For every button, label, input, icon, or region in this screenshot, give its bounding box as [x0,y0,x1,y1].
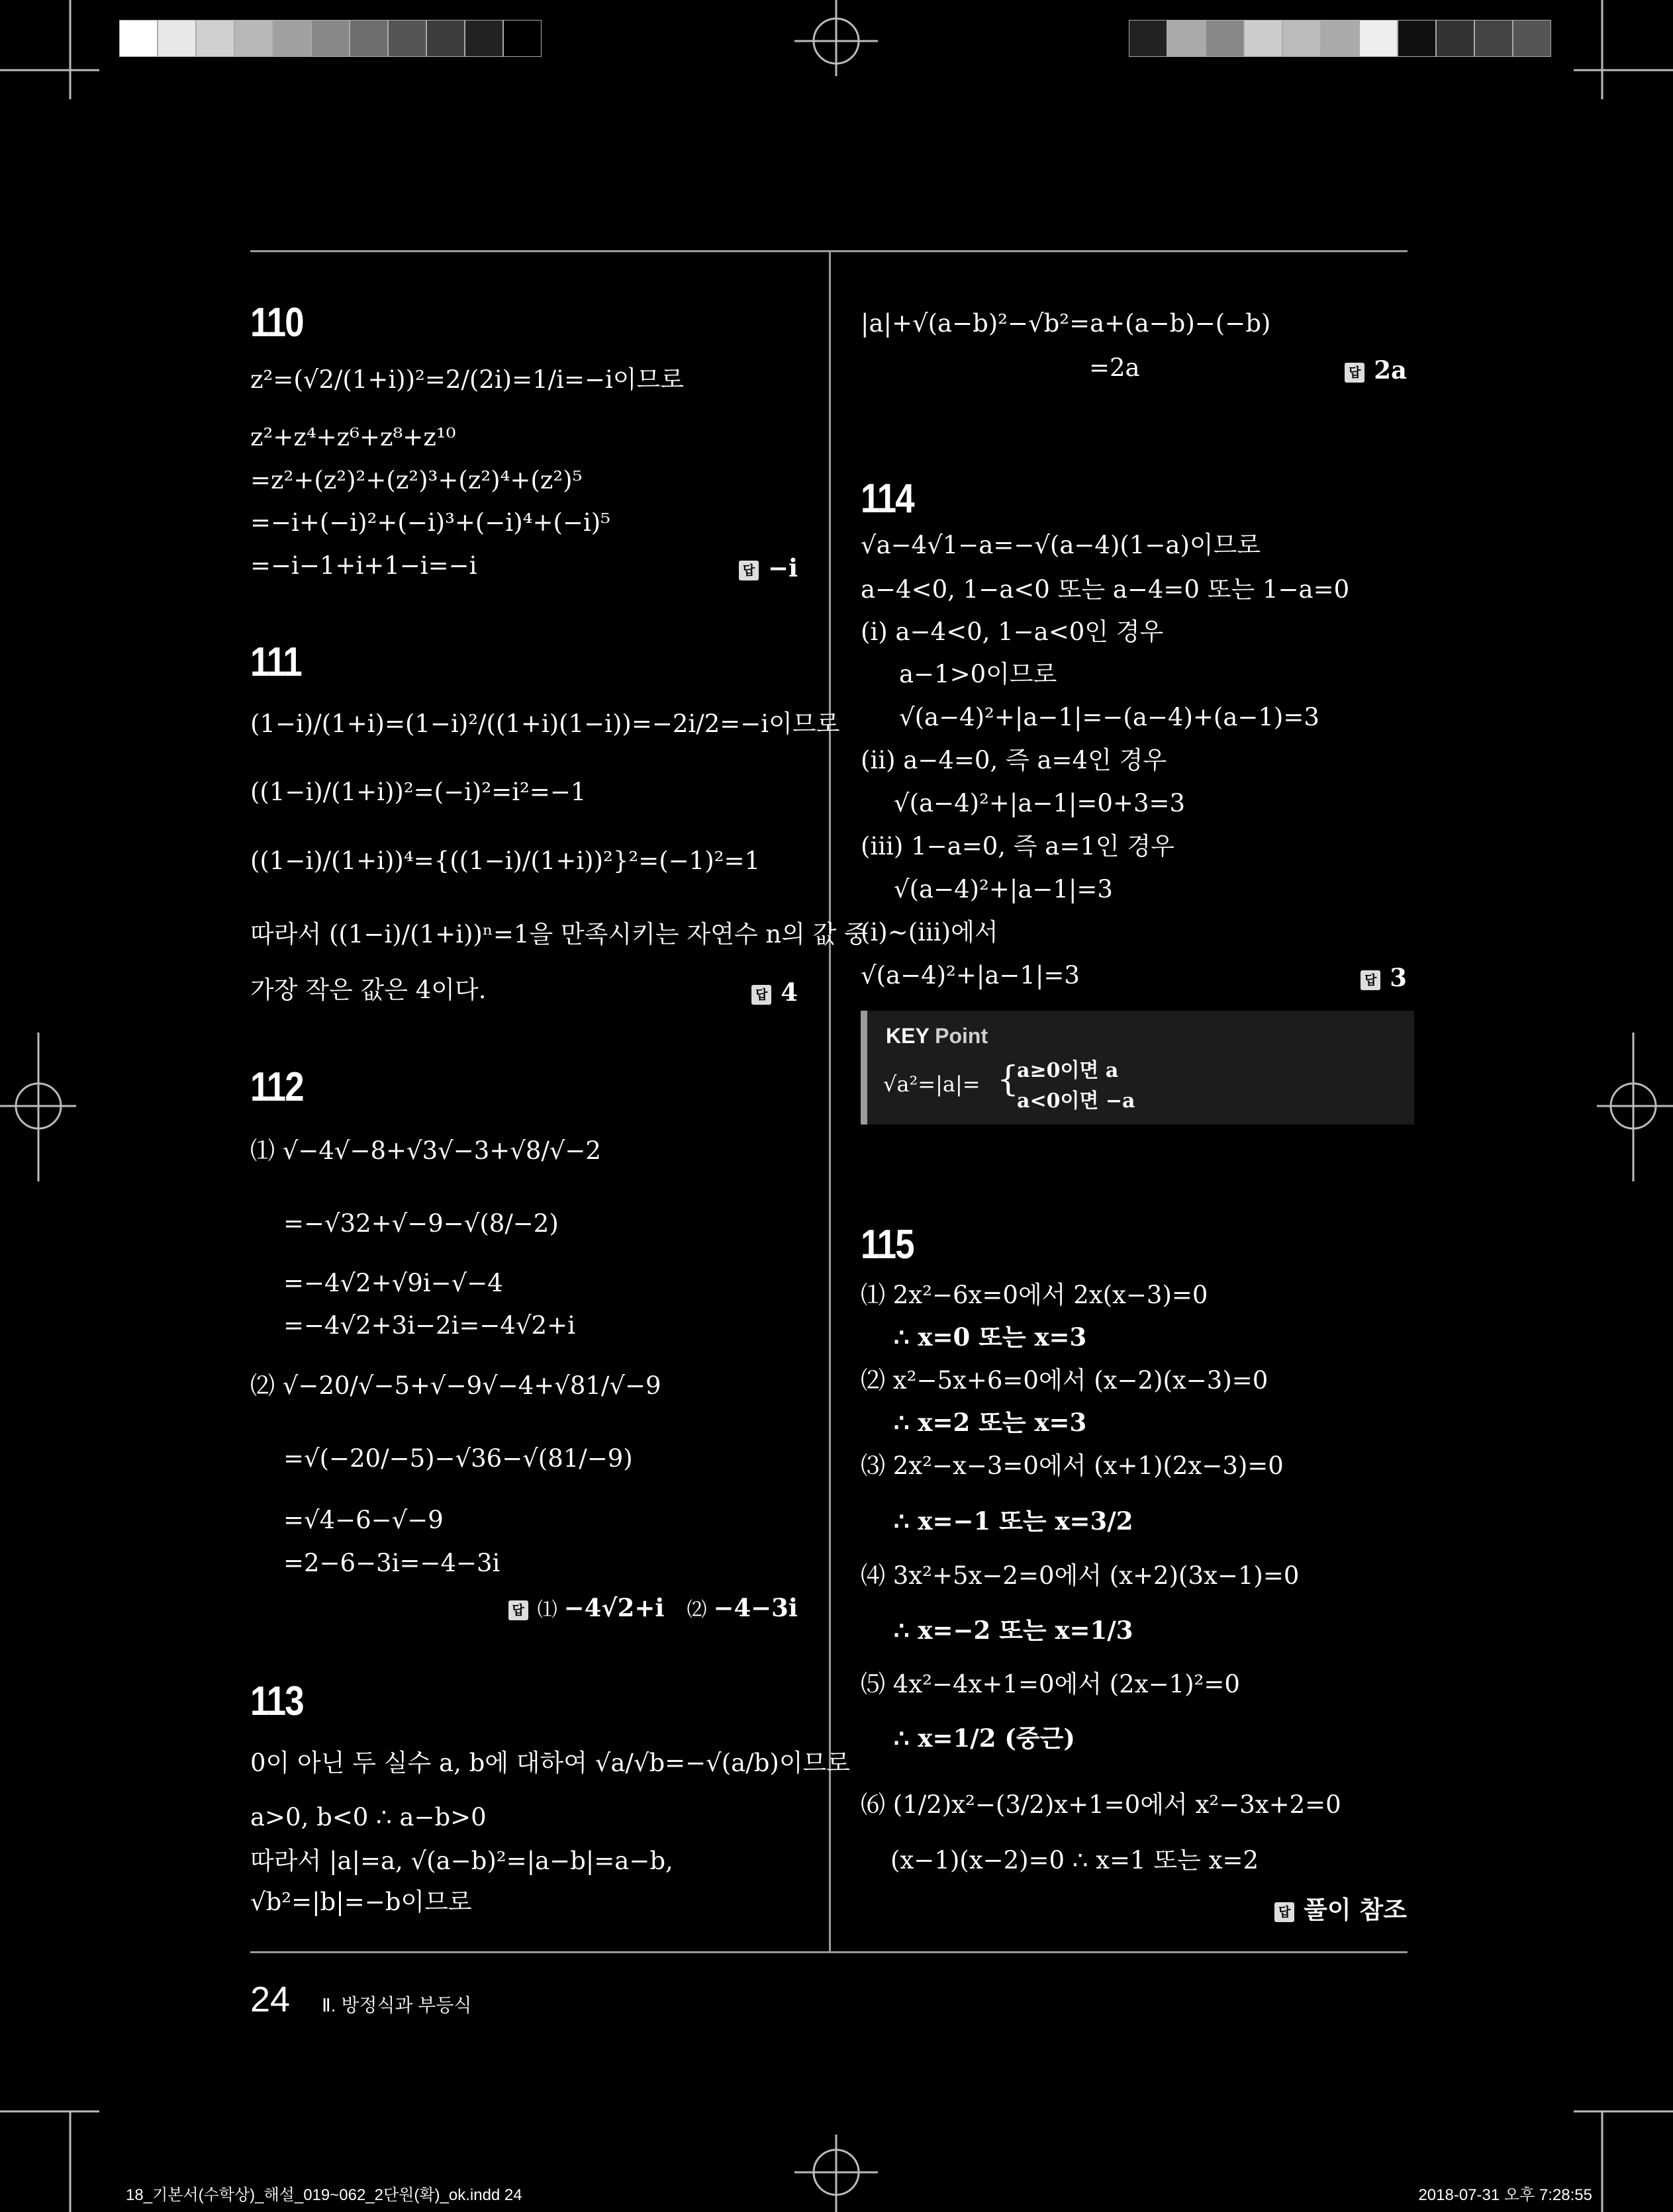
answer: 답 ⑴ −4√2+i ⑵ −4−3i [508,1593,798,1622]
problem-number: 112 [250,1064,303,1110]
problem-number: 114 [861,476,914,522]
solution-line: ⑵ x²−5x+6=0에서 (x−2)(x−3)=0 [861,1366,1268,1395]
file-name: 18_기본서(수학상)_해설_019~062_2단원(확)_ok.indd 24 [126,2186,522,2204]
problem-number: 111 [250,639,302,685]
solution-line: (x−1)(x−2)=0 ∴ x=1 또는 x=2 [890,1846,1259,1874]
answer [1361,963,1407,992]
solution-line: (1−i)/(1+i)=(1−i)²/((1+i)(1−i))=−2i/2=−i이므로 [250,710,840,738]
answer-badge-icon: 답 [1361,970,1380,990]
solution-line: √(a−4)²+|a−1|=3 [894,875,1113,903]
chapter-title: Ⅱ. 방정식과 부등식 [322,1995,472,2015]
solution-line: ((1−i)/(1+i))⁴={((1−i)/(1+i))²}²=(−1)²=1 [250,847,761,875]
print-timestamp: 2018-07-31 오후 7:28:55 [1418,2186,1592,2204]
solution-line: (ⅰ) a−4<0, 1−a<0인 경우 [861,618,1164,646]
answer [1345,355,1407,385]
solution-line: =−4√2+3i−2i=−4√2+i [283,1311,575,1340]
solution-line: (ⅱ) a−4=0, 즉 a=4인 경우 [861,746,1167,774]
answer [1274,1890,1407,1925]
solution-line: √(a−4)²+|a−1|=3 [861,961,1080,990]
solution-line: ⑴ √−4√−8+√3√−3+√8/√−2 [250,1136,601,1165]
solution-line: ⑵ √−20/√−5+√−9√−4+√81/√−9 [250,1371,661,1400]
problem-number: 115 [861,1222,914,1267]
solution-line: =z²+(z²)²+(z²)³+(z²)⁴+(z²)⁵ [250,466,583,494]
answer-value: 3 [1390,963,1407,992]
column-divider [829,252,831,1951]
answer-value: −4√2+i [563,1593,665,1622]
solution-line: ∴ x=−1 또는 x=3/2 [894,1506,1133,1536]
solution-line: √(a−4)²+|a−1|=−(a−4)+(a−1)=3 [899,703,1319,731]
problem-number: 110 [250,300,303,346]
answer-value: −4−3i [713,1593,798,1622]
solution-line: ∴ x=−2 또는 x=1/3 [894,1616,1133,1645]
solution-line: =√4−6−√−9 [283,1506,444,1534]
solution-line: 가장 작은 값은 4이다. [250,976,487,1004]
solution-line: a>0, b<0 ∴ a−b>0 [250,1803,487,1831]
solution-line: (ⅰ)~(ⅲ)에서 [861,918,998,946]
key-point-formula: √a²=|a|= [883,1072,980,1097]
solution-line: ⑸ 4x²−4x+1=0에서 (2x−1)²=0 [861,1670,1240,1698]
answer [751,978,798,1007]
solution-line: ⑶ 2x²−x−3=0에서 (x+1)(2x−3)=0 [861,1452,1284,1480]
answer [739,553,798,582]
solution-line: =−√32+√−9−√(8/−2) [283,1209,559,1238]
solution-line: =2−6−3i=−4−3i [283,1549,501,1577]
solution-line: =−4√2+√9i−√−4 [283,1269,503,1297]
answer-value: −i [767,553,798,582]
answer-badge-icon: 답 [508,1600,528,1620]
answer-badge-icon: 답 [1345,363,1364,383]
solution-line: ⑴ 2x²−6x=0에서 2x(x−3)=0 [861,1281,1208,1309]
solution-line: ∴ x=1/2 (중근) [894,1724,1075,1753]
answer-value: 풀이 참조 [1304,1895,1407,1924]
answer-badge-icon: 답 [739,561,759,580]
solution-line: √b²=|b|=−b이므로 [250,1888,472,1916]
key-point-title: KEY Point [886,1024,988,1048]
page-number: 24 [250,1980,291,2019]
solution-line: z²=(√2/(1+i))²=2/(2i)=1/i=−i이므로 [250,365,685,394]
solution-line: z²+z⁴+z⁶+z⁸+z¹⁰ [250,423,456,451]
answer-badge-icon: 답 [751,985,771,1005]
solution-line: ⑷ 3x²+5x−2=0에서 (x+2)(3x−1)=0 [861,1561,1300,1590]
solution-line: =2a [1089,353,1140,382]
key-point-box [861,1011,1414,1125]
solution-line: ⑹ (1/2)x²−(3/2)x+1=0에서 x²−3x+2=0 [861,1790,1341,1819]
solution-line: =−i+(−i)²+(−i)³+(−i)⁴+(−i)⁵ [250,508,610,537]
solution-line: 따라서 ((1−i)/(1+i))ⁿ=1을 만족시키는 자연수 n의 값 중 [250,920,868,948]
key-point-case: a<0이면 −a [1017,1089,1135,1113]
solution-line: =−i−1+i+1−i=−i [250,551,477,580]
answer-value: 4 [781,978,798,1007]
brace-icon: { [997,1060,1020,1099]
solution-line: ((1−i)/(1+i))²=(−i)²=i²=−1 [250,778,587,806]
solution-line: |a|+√(a−b)²−√b²=a+(a−b)−(−b) [861,309,1271,338]
solution-line: 따라서 |a|=a, √(a−b)²=|a−b|=a−b, [250,1847,673,1875]
solution-line: (ⅲ) 1−a=0, 즉 a=1인 경우 [861,832,1174,860]
solution-line: ∴ x=2 또는 x=3 [894,1408,1087,1437]
solution-line: √a−4√1−a=−√(a−4)(1−a)이므로 [861,531,1261,559]
solution-line: a−4<0, 1−a<0 또는 a−4=0 또는 1−a=0 [861,575,1350,604]
solution-line: √(a−4)²+|a−1|=0+3=3 [894,789,1186,817]
solution-line: =√(−20/−5)−√36−√(81/−9) [283,1444,633,1473]
answer-value: 2a [1374,355,1407,385]
answer-badge-icon: 답 [1274,1902,1294,1922]
problem-number: 113 [250,1679,303,1724]
solution-line: a−1>0이므로 [899,660,1057,688]
solution-line: ∴ x=0 또는 x=3 [894,1322,1087,1352]
bottom-rule [250,1951,1408,1953]
key-point-case: a≥0이면 a [1017,1059,1119,1082]
solution-line: 0이 아닌 두 실수 a, b에 대하여 √a/√b=−√(a/b)이므로 [250,1749,851,1777]
